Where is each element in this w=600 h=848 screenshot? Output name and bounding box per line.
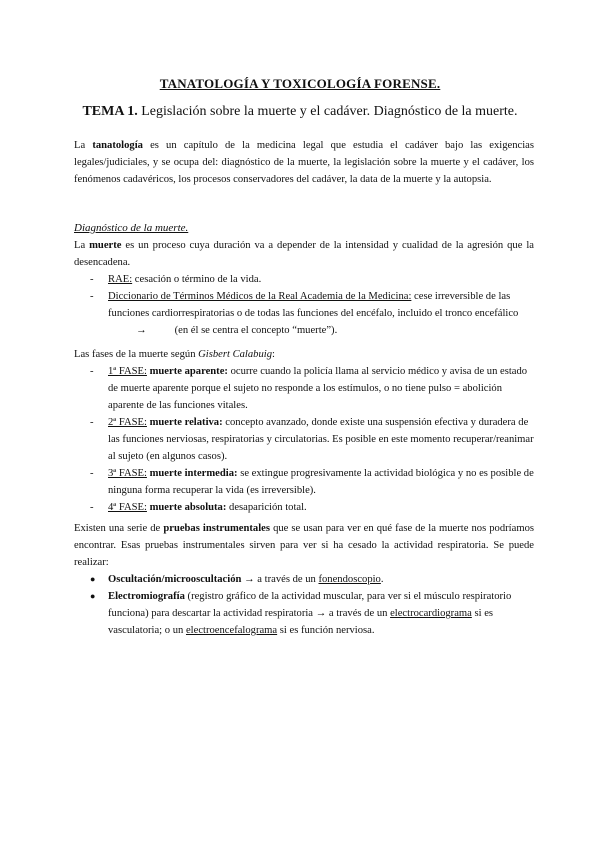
list-dash: -: [90, 291, 94, 302]
list-item-rae: [74, 271, 534, 288]
intro-paragraph: [74, 137, 534, 188]
subtitle-topic-name: Legislación sobre la muerte y el cadáver. Diagnóstico de la muerte.: [137, 104, 518, 119]
fase-name: muerte absoluta:: [146, 502, 227, 513]
diccionario-after: (en él se centra el concepto “muerte”).: [174, 325, 338, 336]
bullet-icon: ●: [90, 591, 96, 601]
prueba-item-electromiografia: [74, 588, 534, 639]
document-subtitle: [0, 104, 600, 120]
fases-section: [74, 346, 534, 516]
fase-text: se extingue progresivamente la actividad biológica y no es posible de ninguna forma recuperar la vida (es irreversible).: [108, 468, 534, 496]
diagnostico-heading: Diagnóstico de la muerte.: [74, 222, 189, 234]
fases-intro-text: Las fases de la muerte según: [74, 349, 199, 360]
document-title: TANATOLOGÍA Y TOXICOLOGÍA FORENSE.: [159, 76, 441, 91]
fase-item-3: [74, 465, 534, 499]
prueba-tool-eeg: electroencefalograma: [185, 625, 278, 636]
pruebas-paragraph: [74, 520, 534, 571]
fase-label: 4ª FASE:: [108, 502, 147, 513]
fase-text: ocurre cuando la policía llama al servicio médico y avisa de un estado de muerte aparente porque el sujeto no responde a los estímulos, o no tiene pulso = abolición aparente de las funciones vitales.: [108, 366, 528, 411]
diccionario-label: Diccionario de Términos Médicos de la Real Academia de la Medicina:: [108, 291, 412, 302]
intro-term-tanatologia: tanatología: [92, 140, 143, 151]
pruebas-term: pruebas instrumentales: [163, 523, 270, 534]
bullet-icon: ●: [90, 574, 96, 584]
intro-section: [74, 137, 534, 188]
fase-name: muerte aparente:: [146, 366, 228, 377]
fase-text: concepto avanzado, donde existe una suspensión efectiva y duradera de las funciones nerviosas, respiratorias y circulatorias. Es posible en este momento recuperar/reanimar al sujeto (en algunos casos).: [108, 417, 534, 462]
fases-author: Gisbert Calabuig: [198, 349, 273, 360]
fases-intro-colon: :: [272, 349, 275, 360]
diccionario-text: cese irreversible de las funciones cardiorrespiratorias o de todas las funciones del encéfalo, incluido el tronco encefálico: [108, 291, 519, 319]
prueba-item-oscultacion: [74, 571, 534, 588]
arrow-icon: →: [136, 325, 147, 336]
diag-text-1: La: [74, 240, 90, 251]
rae-label: RAE:: [108, 274, 133, 285]
list-dash: -: [90, 274, 94, 285]
intro-text-2: es un capítulo de la medicina legal que estudia el cadáver bajo las exigencias legales/judiciales, y se ocupa del: diagnóstico de la muerte, la legislación sobre la muerte y el cadáver, los fenómenos cadavéricos, los procesos conservadores del cadáver, la data de la muerte y la autopsia.: [74, 140, 534, 185]
prueba-text: → a través de un: [241, 574, 319, 585]
list-dash: -: [90, 502, 94, 513]
prueba-name: Electromiografía: [108, 591, 185, 602]
fase-name: muerte intermedia:: [146, 468, 238, 479]
pruebas-text-2: que se usan para ver en qué fase de la muerte nos podríamos encontrar. Esas pruebas instrumentales sirven para ver si ha cesado la actividad respiratoria. Se puede realizar:: [74, 523, 534, 568]
diag-text-2: es un proceso cuya duración va a depender de la intensidad y cualidad de la agresión que la desencadena.: [74, 240, 534, 268]
fase-item-4: [74, 499, 534, 516]
diagnostico-paragraph: [74, 237, 534, 271]
pruebas-section: [74, 520, 534, 639]
fase-label: 2ª FASE:: [108, 417, 147, 428]
fase-item-2: [74, 414, 534, 465]
prueba-text-mid: si es vasculatoria; o un: [108, 608, 494, 636]
list-dash: -: [90, 417, 94, 428]
diag-term-muerte: muerte: [89, 240, 122, 251]
list-item-diccionario: [74, 288, 534, 339]
list-dash: -: [90, 366, 94, 377]
prueba-tool-ecg: electrocardiograma: [390, 608, 472, 619]
fases-intro: [74, 346, 534, 363]
diagnostico-section: [74, 220, 534, 339]
fase-label: 3ª FASE:: [108, 468, 147, 479]
fase-name: muerte relativa:: [146, 417, 223, 428]
prueba-name: Oscultación/microoscultación: [108, 574, 242, 585]
rae-text: cesación o término de la vida.: [132, 274, 262, 285]
intro-text-1: La: [74, 140, 93, 151]
fase-text: desaparición total.: [226, 502, 307, 513]
prueba-tool: fonendoscopio: [318, 574, 381, 585]
fase-label: 1ª FASE:: [108, 366, 147, 377]
prueba-text-end: si es función nerviosa.: [277, 625, 375, 636]
list-dash: -: [90, 468, 94, 479]
fase-item-1: [74, 363, 534, 414]
subtitle-topic-number: TEMA 1.: [82, 104, 138, 119]
prueba-text: (registro gráfico de la actividad muscular, para ver si el músculo respiratorio funciona) para descartar la actividad respiratoria → a través de un: [108, 591, 512, 619]
pruebas-text-1: Existen una serie de: [74, 523, 164, 534]
prueba-text-end: .: [380, 574, 384, 585]
